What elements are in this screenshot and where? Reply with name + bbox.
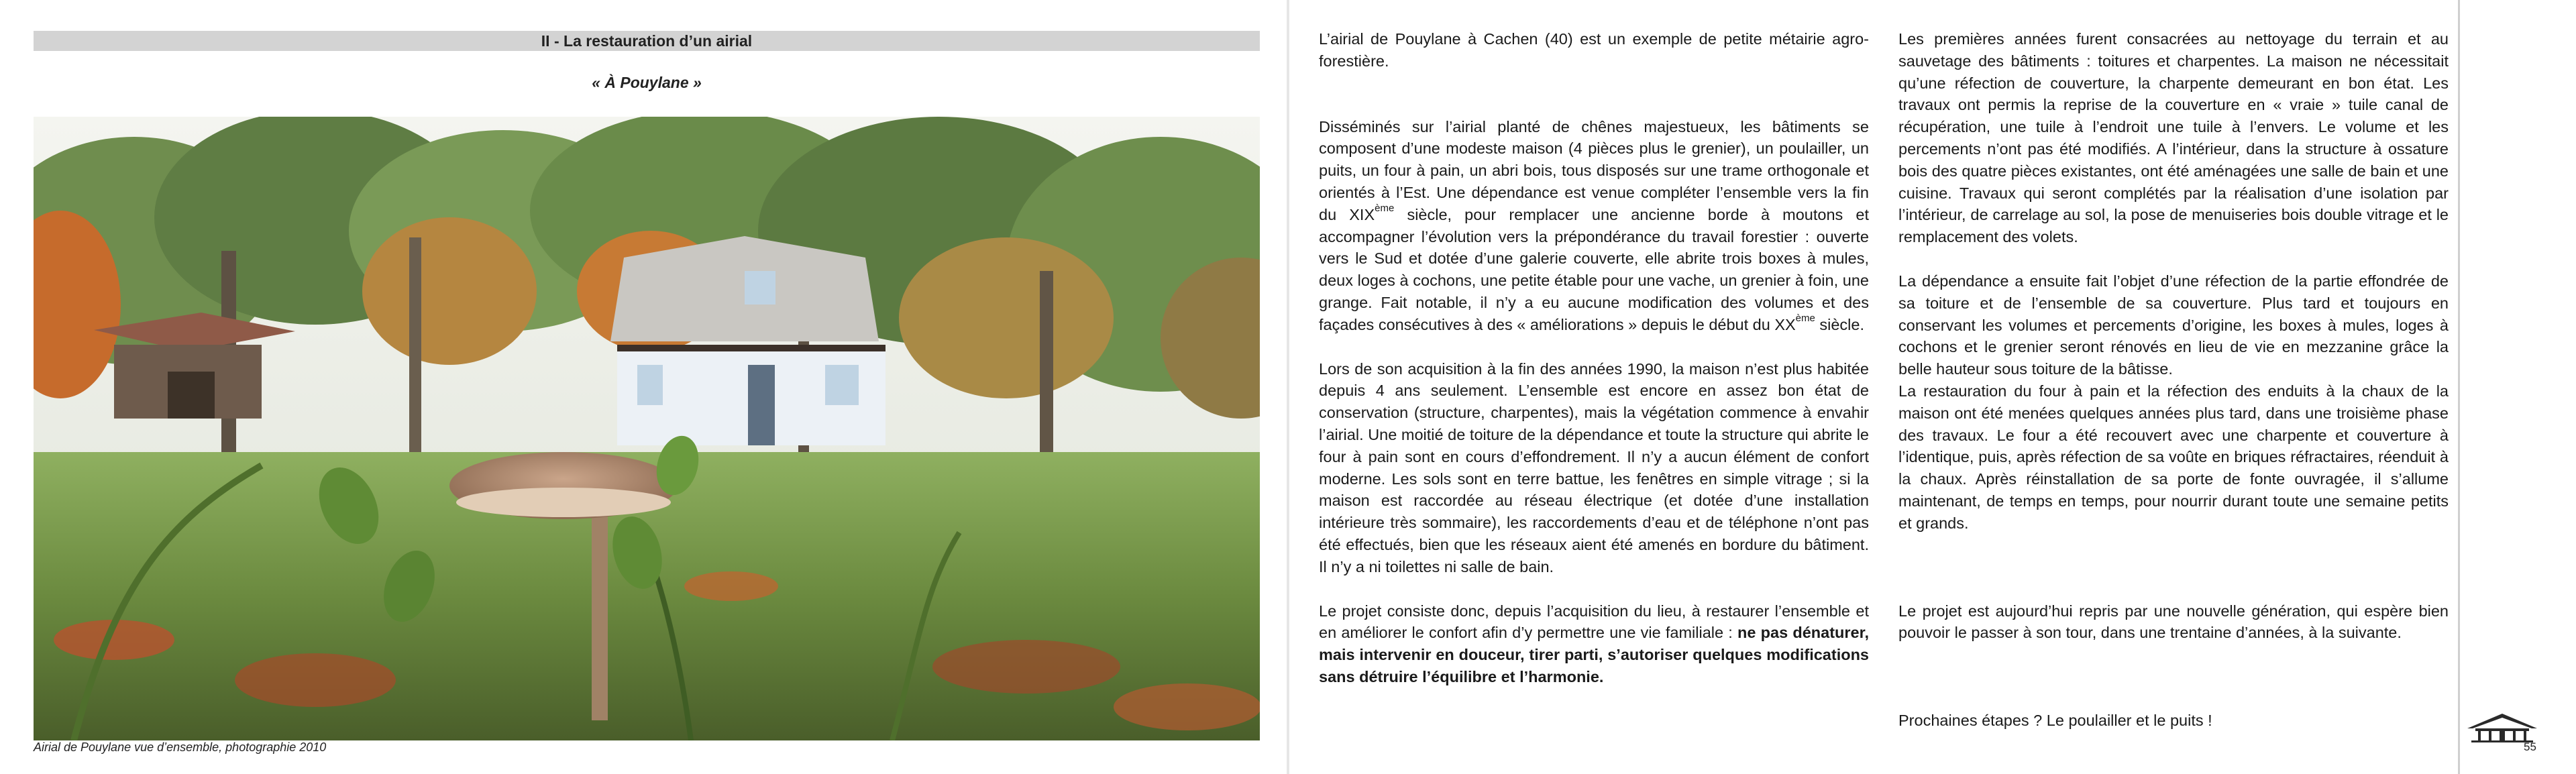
paragraph-first-works: Les premières années furent consacrées au nettoyage du terrain et au sauvetage des bâtiments : toitures et charpentes. La maison ne nécessitait qu’une réfection de couverture, la charpente demeurant en bon état. Les travaux ont permis la reprise de la couverture en « vraie » tuile canal de récupération, une tuile à l’endroit une tuile à l’envers. Le volume et les percements n’ont pas été modifiés. A l’intérieur, dans la structure à ossature bois des quatre pièces existantes, ont été aménagées une salle de bain et une cuisine. Travaux qui seront complétés par la réalisation d’une isolation par l’intérieur, de carrelage au sol, la pose de menuiseries bois double vitrage et le remplacement des volets. [1898,30,2449,246]
paragraph-project-emphasis: ne pas dénaturer, mais intervenir en douceur, tirer parti, s’autoriser quelques modifications sans détruire l’équilibre et l’harmonie. [1319,624,1869,685]
paragraph-new-generation: Le projet est aujourd’hui repris par une nouvelle génération, qui espère bien pouvoir le passer à son tour, dans une trentaine d’années, à la suivante. [1898,602,2449,642]
paragraph-dependance: La dépendance a ensuite fait l’objet d’une réfection de la partie effondrée de sa toiture et de l’ensemble de sa couverture. Plus tard et toujours en conservant les volumes et percements d’origine, les boxes à mules, loges à cochons et le grenier seront rénovés en lieu de vie en mezzanine grâce la belle hauteur sous toiture de la bâtisse. [1898,272,2449,378]
left-page [0,0,1287,774]
superscript-eme: ème [1795,312,1815,324]
paragraph-project-part-1: Le projet consiste donc, depuis l’acquisition du lieu, à restaurer l’ensemble et en améliorer le confort afin d’y permettre une vie familiale : [1319,602,1869,642]
section-title: II - La restauration d’un airial [34,31,1260,51]
paragraph-buildings-part-3: siècle. [1815,315,1864,333]
airial-photo [34,117,1260,740]
paragraph-bread-oven: La restauration du four à pain et la réfection des enduits à la chaux de la maison ont été menées quelques années plus tard, dans une troisième phase des travaux. Le four a été recouvert avec une charpente et couverture à l’identique, puis, après réfection de sa voûte en briques réfractaires, réenduit à la chaux. Après réinstallation de sa porte de fonte ouvragée, il s’allume maintenant, de temps en temps, pour nourrir durant toute une semaine petits et grands. [1898,382,2449,532]
airial-photo-illustration [34,117,1260,740]
text-column-1 [1319,28,1869,688]
margin-rule [2458,0,2460,774]
paragraph-project [1319,600,1869,688]
paragraph-acquisition: Lors de son acquisition à la fin des années 1990, la maison n’est plus habitée depuis 4 ans seulement. L’ensemble est encore en assez bon état de conservation (structure, charpentes), mais la végétation commence à envahir l’airial. Une moitié de toiture de la dépendance et toute la structure qui abrite le four à pain sont en cours d’effondrement. Il n’y a aucun élément de confort moderne. Les sols sont en terre battue, les fenêtres en simple vitrage ; si la maison est raccordée au réseau électrique (et dotée d’une installation intérieure très sommaire), les raccordements d’eau et de téléphone n’ont pas été effectués, bien que les réseaux aient été amenés en bordure du bâtiment. Il n’y a ni toilettes ni salle de bain. [1319,360,1869,575]
page-gutter [1287,0,1289,774]
paragraph-intro: L’airial de Pouylane à Cachen (40) est un exemple de petite métairie agro-forestière. [1319,30,1869,70]
superscript-eme: ème [1375,202,1395,214]
page-number: 55 [2524,740,2536,753]
barn-logo-icon [2462,711,2542,743]
subtitle: « À Pouylane » [592,74,702,91]
paragraph-buildings [1319,116,1869,336]
paragraph-buildings-part-1: Disséminés sur l’airial planté de chênes majestueux, les bâtiments se composent d’une modeste maison (4 pièces plus le grenier), un poulailler, un puits, un four à pain, un abri bois, tous disposés sur une trame orthogonale et orientés à l’Est. Une dépendance est venue compléter l’ensemble vers la fin du XIX [1319,117,1869,223]
paragraph-buildings-part-2: siècle, pour remplacer une ancienne borde à moutons et accompagner l’évolution vers la prépondérance du travail forestier : ouverte vers le Sud et dotée d’une galerie couverte, elle abrite trois boxes à mules, deux loges à cochons, une petite étable pour une vache, un grenier à foin, une grange. Fait notable, il n’y a eu aucune modification des volumes et des façades consécutives à des « améliorations » depuis le début du XX [1319,205,1870,333]
paragraph-next-steps: Prochaines étapes ? Le poulailler et le puits ! [1898,712,2212,730]
text-column-2 [1898,28,2449,732]
photo-caption: Airial de Pouylane vue d’ensemble, photographie 2010 [34,740,327,754]
